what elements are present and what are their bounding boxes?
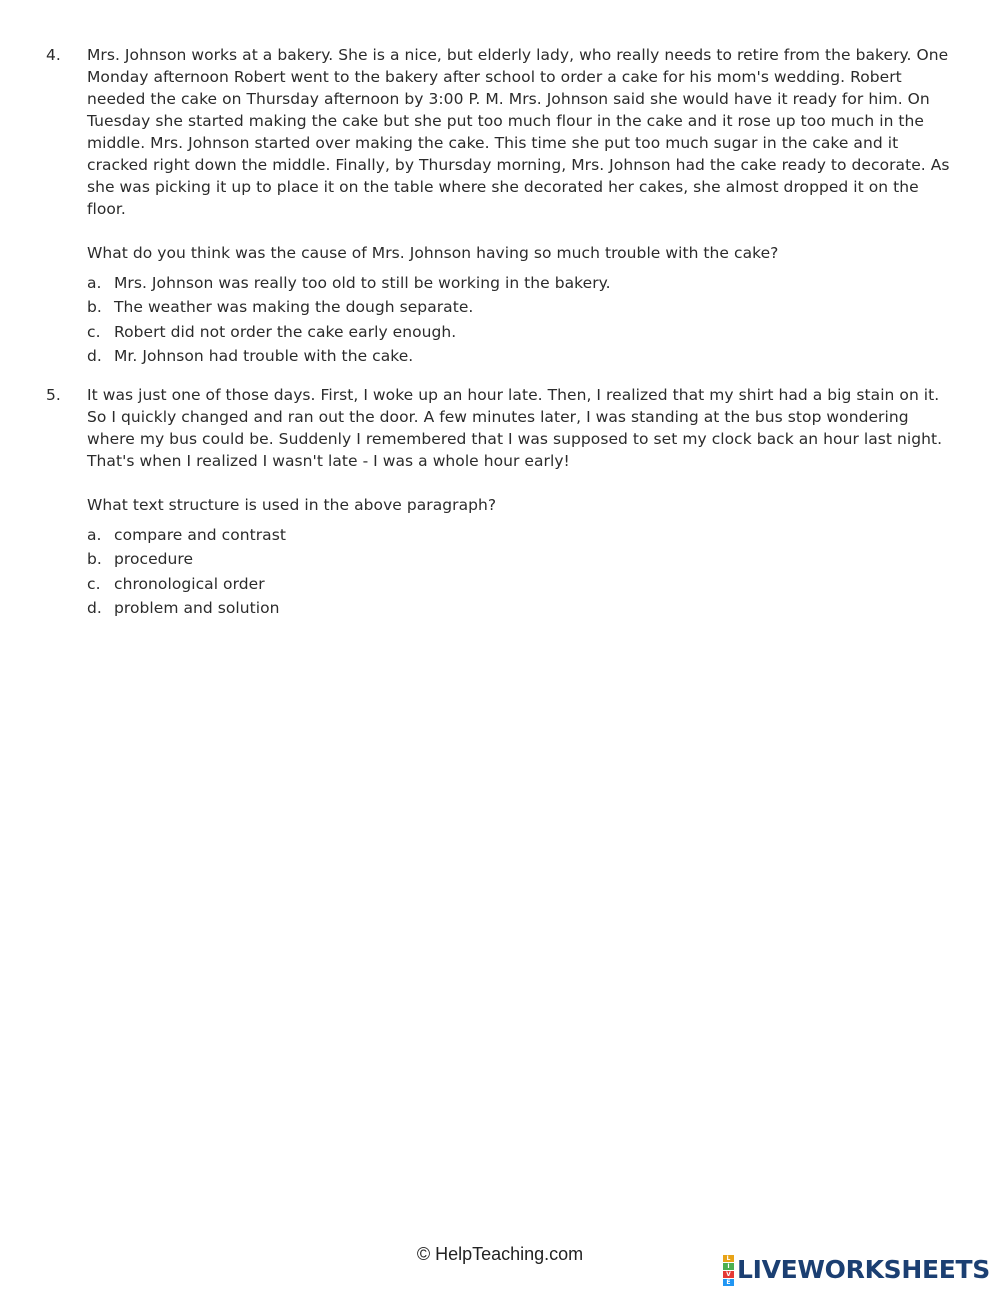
option-text: chronological order [114,574,265,593]
question-number: 5. [46,386,61,404]
liveworksheets-logo[interactable] [723,1255,990,1285]
answer-options [87,523,956,620]
option-text: Robert did not order the cake early enough. [114,322,457,341]
question-4 [46,44,956,368]
option-text: Mrs. Johnson was really too old to still be working in the bakery. [114,274,611,292]
question-body [87,44,956,368]
logo-blocks-icon [723,1255,734,1286]
option-letter: a. [87,274,102,292]
logo-block-v: V [723,1271,734,1278]
answer-option-c[interactable] [87,320,956,344]
option-text: The weather was making the dough separate. [114,298,474,317]
option-text: compare and contrast [114,526,286,544]
answer-option-b[interactable] [87,295,956,319]
answer-option-d[interactable] [87,596,956,620]
option-text: problem and solution [114,598,280,617]
logo-block-i: I [723,1263,734,1270]
answer-option-b[interactable] [87,547,956,571]
question-5 [46,384,956,620]
option-letter: a. [87,526,102,544]
option-letter: d. [87,598,102,617]
copyright-footer: © HelpTeaching.com [416,1244,584,1264]
answer-option-a[interactable] [87,271,956,295]
option-letter: c. [87,574,101,593]
option-text: procedure [114,550,194,569]
answer-option-a[interactable] [87,523,956,547]
logo-block-e: E [723,1279,734,1286]
answer-options [87,271,956,368]
answer-option-c[interactable] [87,572,956,596]
answer-option-d[interactable] [87,344,956,368]
question-prompt: What text structure is used in the above paragraph? [87,496,497,514]
question-body [87,384,956,620]
option-letter: c. [87,322,101,341]
option-letter: b. [87,298,102,317]
question-passage: Mrs. Johnson works at a bakery. She is a nice, but elderly lady, who really needs to retire from the bakery. One Monday afternoon Robert went to the bakery after school to order a cake for his mom's wedding. Robert needed the cake on Thursday afternoon by 3:00 P. M. Mrs. Johnson said she would have it ready for him. On Tuesday she started making the cake but she put too much flour in the cake and it rose up too much in the middle. Mrs. Johnson started over making the cake. This time she put too much sugar in the cake and it cracked right down the middle. Finally, by Thursday morning, Mrs. Johnson had the cake ready to decorate. As she was picking it up to place it on the table where she decorated her cakes, she almost dropped it on the floor. [87,46,950,218]
question-prompt: What do you think was the cause of Mrs. Johnson having so much trouble with the cake? [87,244,779,262]
option-letter: b. [87,550,102,569]
option-letter: d. [87,346,102,365]
logo-block-l: L [723,1255,734,1262]
option-text: Mr. Johnson had trouble with the cake. [114,346,414,365]
question-passage: It was just one of those days. First, I woke up an hour late. Then, I realized that my shirt had a big stain on it. So I quickly changed and ran out the door. A few minutes later, I was standing at the bus stop wondering where my bus could be. Suddenly I remembered that I was supposed to set my clock back an hour last night. That's when I realized I wasn't late - I was a whole hour early! [87,386,943,470]
question-number: 4. [46,46,61,64]
logo-wordmark: LIVEWORKSHEETS [736,1255,990,1284]
